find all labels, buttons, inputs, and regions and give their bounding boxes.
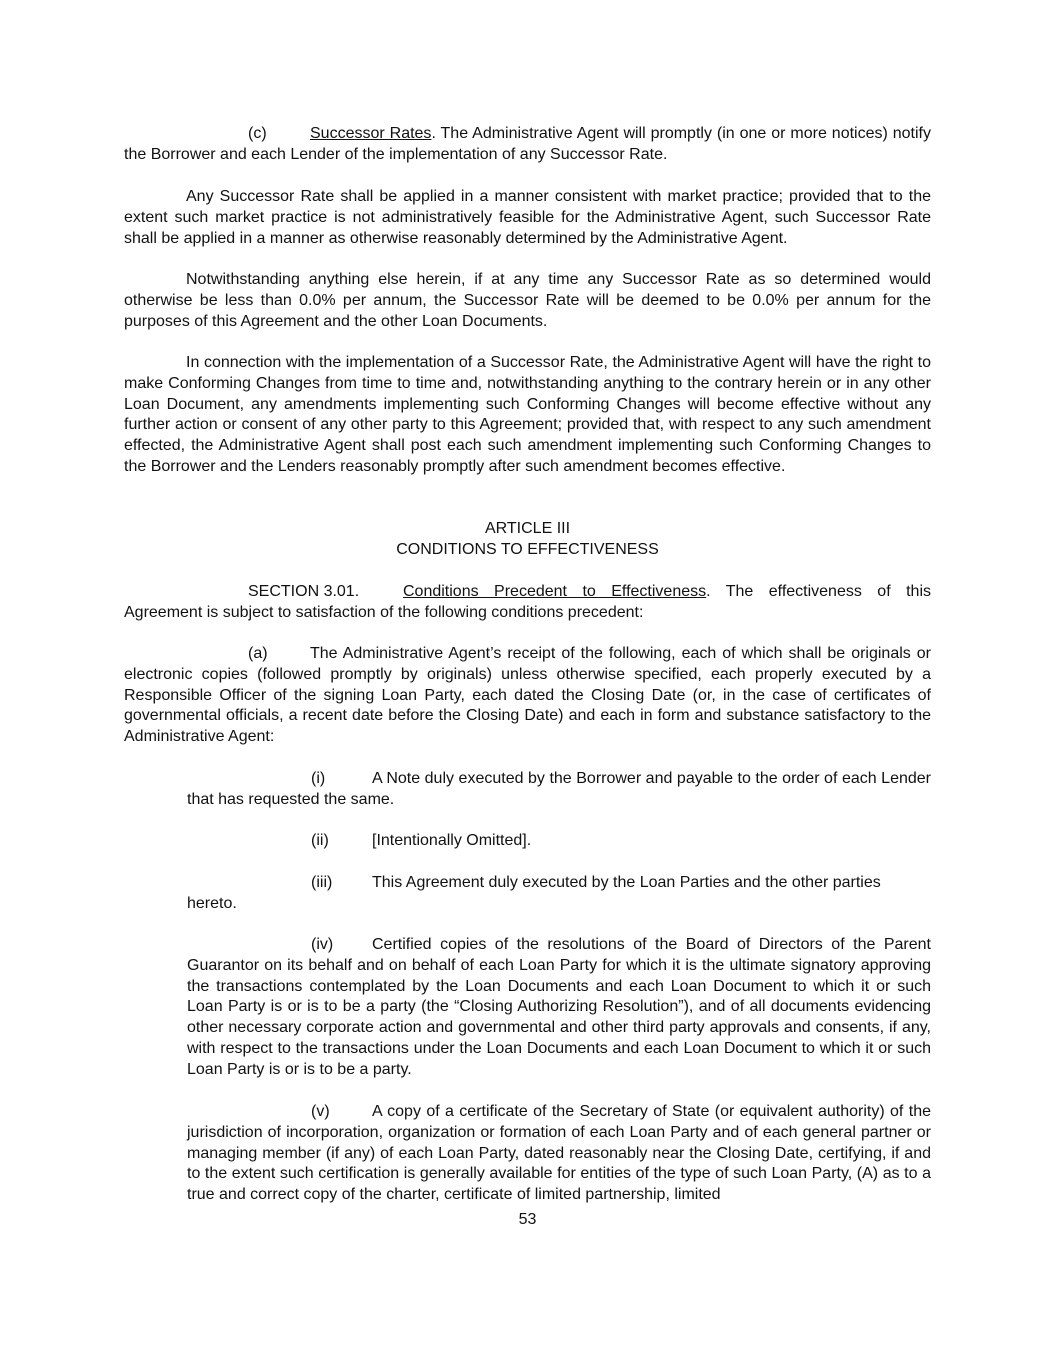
article-number: ARTICLE III [484,520,571,537]
paragraph-notwithstanding: Notwithstanding anything else herein, if at any time any Successor Rate as so determined would otherwise be less than 0.0% per annum, the Successor Rate will be deemed to be 0.0% per annum for the purposes of this Agreement and the other Loan Documents. [124,271,931,330]
item-iii [187,873,931,894]
item-v [187,1102,931,1206]
section-text: . The effectiveness of this Agreement is subject to satisfaction of the following conditions precedent: [124,583,932,621]
item-ii [187,831,931,852]
item-text: [Intentionally Omitted]. [372,832,532,849]
paragraph-a [124,644,931,748]
item-i [187,769,931,811]
section-heading: Successor Rates [310,125,432,142]
section-label: SECTION 3.01. [248,583,360,600]
item-label: (i) [311,770,326,787]
item-label: (v) [311,1103,330,1120]
paragraph-label: (c) [248,125,267,142]
item-text: A copy of a certificate of the Secretary of State (or equivalent authority) of the jurisdiction of incorporation, organization or formation of each Loan Party and of each general partner or managing member (if any) of each Loan Party, dated reasonably near the Closing Date, certifying, if and to the extent such certification is generally available for entities of the type of such Loan Party, (A) as to a true and correct copy of the charter, certificate of limited partnership, limited [187,1103,931,1204]
item-label: (iii) [311,874,333,891]
item-text: A Note duly executed by the Borrower and payable to the order of each Lender that has requested the same. [187,770,931,808]
page-number: 53 [518,1211,537,1228]
paragraph-conforming-changes: In connection with the implementation of a Successor Rate, the Administrative Agent will have the right to make Conforming Changes from time to time and, notwithstanding anything to the contrary herein or in any other Loan Document, any amendments implementing such Conforming Changes will become effective without any further action or consent of any other party to this Agreement; provided that, with respect to any such amendment effected, the Administrative Agent shall post each such amendment implementing such Conforming Changes to the Borrower and the Lenders reasonably promptly after such amendment becomes effective. [124,354,931,475]
section-heading: Conditions Precedent to Effectiveness [403,583,707,600]
item-text: Certified copies of the resolutions of the Board of Directors of the Parent Guarantor on its behalf and on behalf of each Loan Party for which it is the ultimate signatory approving the transactions contemplated by the Loan Documents and each Loan Document to which it or such Loan Party is or is to be a party (the “Closing Authorizing Resolution”), and of all documents evidencing other necessary corporate action and governmental and other third party approvals and consents, if any, with respect to the transactions under the Loan Documents and each Loan Document to which it or such Loan Party is or is to be a party. [187,936,931,1078]
article-title: CONDITIONS TO EFFECTIVENESS [396,541,659,558]
paragraph-successor-rate-application: Any Successor Rate shall be applied in a manner consistent with market practice; provided that to the extent such market practice is not administratively feasible for the Administrative Agent, such Successor Rate shall be applied in a manner as otherwise reasonably determined by the Administrative Agent. [124,188,931,247]
paragraph-text: . The Administrative Agent will promptly (in one or more notices) notify the Borrower and each Lender of the implementation of any Successor Rate. [124,125,932,163]
item-label: (ii) [311,832,329,849]
paragraph-c [124,124,931,166]
item-label: (iv) [311,936,334,953]
section-3-01 [124,582,931,624]
paragraph-label: (a) [248,645,268,662]
item-iii-continuation: hereto. [187,895,237,912]
item-iv [187,935,931,1081]
paragraph-text: The Administrative Agent’s receipt of the following, each of which shall be originals or electronic copies (followed promptly by originals) unless otherwise specified, each properly executed by a Responsible Officer of the signing Loan Party, each dated the Closing Date (or, in the case of certificates of governmental officials, a recent date before the Closing Date) and each in form and substance satisfactory to the Administrative Agent: [124,645,931,746]
item-text: This Agreement duly executed by the Loan Parties and the other parties [372,874,881,891]
